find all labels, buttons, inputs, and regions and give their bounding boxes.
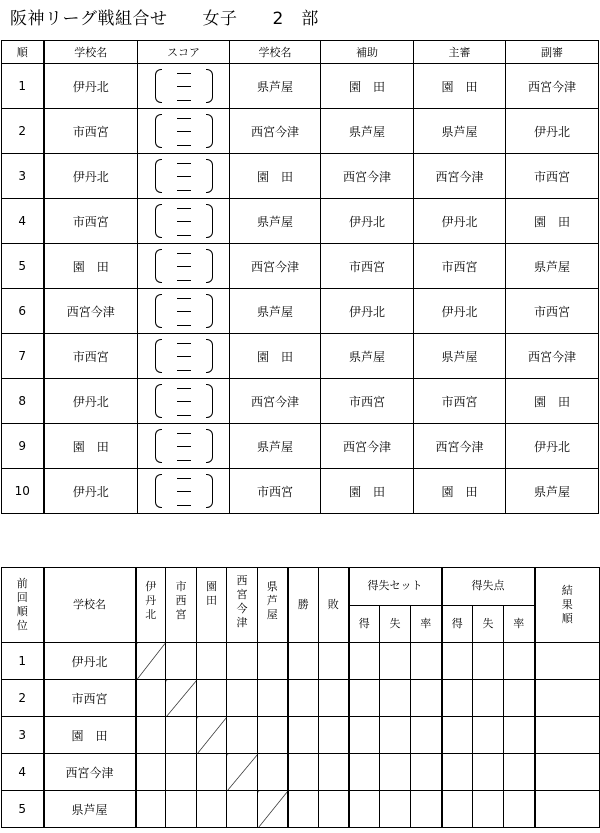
match-result-cell[interactable] (258, 754, 288, 791)
header-sets: 得失セット (349, 568, 442, 606)
school-a: 伊丹北 (44, 154, 138, 199)
score-cell[interactable] (138, 199, 230, 244)
assist: 市西宮 (321, 379, 414, 424)
assist: 西宮今津 (321, 424, 414, 469)
prev-rank: 2 (2, 680, 44, 717)
match-result-cell[interactable] (136, 680, 166, 717)
school-b: 西宮今津 (230, 109, 321, 154)
sub-referee: 園 田 (506, 379, 599, 424)
match-row (2, 334, 599, 379)
header-sets-won: 得 (349, 605, 380, 643)
score-bracket (155, 247, 213, 285)
match-order: 6 (2, 289, 44, 334)
school-a: 伊丹北 (44, 379, 138, 424)
losses-cell[interactable] (319, 680, 349, 717)
header-school: 学校名 (44, 568, 136, 643)
school-a: 園 田 (44, 244, 138, 289)
match-row (2, 154, 599, 199)
match-row (2, 109, 599, 154)
match-order: 9 (2, 424, 44, 469)
match-result-cell[interactable] (136, 754, 166, 791)
points-won-cell[interactable] (442, 791, 473, 828)
school-a: 市西宮 (44, 199, 138, 244)
score-cell[interactable] (138, 469, 230, 514)
standings-header-row (2, 568, 600, 606)
match-result-cell[interactable] (166, 791, 197, 828)
standings-table (1, 567, 600, 828)
header-sub-referee: 副審 (506, 41, 599, 64)
sets-ratio-cell[interactable] (411, 791, 442, 828)
score-cell[interactable] (138, 379, 230, 424)
score-bracket (155, 157, 213, 195)
score-cell[interactable] (138, 154, 230, 199)
assist: 園 田 (321, 64, 414, 109)
diagonal-cell (197, 717, 227, 754)
result-rank-cell[interactable] (535, 680, 600, 717)
sub-referee: 市西宮 (506, 289, 599, 334)
match-order: 4 (2, 199, 44, 244)
score-bracket (155, 112, 213, 150)
points-lost-cell[interactable] (473, 791, 504, 828)
referee: 県芦屋 (414, 334, 506, 379)
header-sets-lost: 失 (380, 605, 411, 643)
referee: 伊丹北 (414, 199, 506, 244)
sets-won-cell[interactable] (349, 754, 380, 791)
referee: 県芦屋 (414, 109, 506, 154)
match-row (2, 64, 599, 109)
sets-won-cell[interactable] (349, 717, 380, 754)
match-result-cell[interactable] (197, 643, 227, 680)
score-cell[interactable] (138, 289, 230, 334)
match-order: 7 (2, 334, 44, 379)
header-points: 得失点 (442, 568, 535, 606)
losses-cell[interactable] (319, 791, 349, 828)
school-b: 園 田 (230, 334, 321, 379)
header-order: 順 (2, 41, 44, 64)
school-b: 西宮今津 (230, 244, 321, 289)
header-losses: 敗 (319, 568, 349, 643)
match-order: 5 (2, 244, 44, 289)
school-b: 県芦屋 (230, 424, 321, 469)
wins-cell[interactable] (288, 754, 319, 791)
result-rank-cell[interactable] (535, 754, 600, 791)
sub-referee: 伊丹北 (506, 424, 599, 469)
sets-lost-cell[interactable] (380, 754, 411, 791)
prev-rank: 5 (2, 791, 44, 828)
sets-lost-cell[interactable] (380, 717, 411, 754)
match-result-cell[interactable] (227, 680, 258, 717)
points-won-cell[interactable] (442, 643, 473, 680)
standings-row (2, 754, 600, 791)
header-school-b: 学校名 (230, 41, 321, 64)
losses-cell[interactable] (319, 717, 349, 754)
result-rank-cell[interactable] (535, 643, 600, 680)
score-bracket (155, 202, 213, 240)
header-points-won: 得 (442, 605, 473, 643)
school-a: 市西宮 (44, 334, 138, 379)
school-b: 市西宮 (230, 469, 321, 514)
match-row (2, 424, 599, 469)
match-result-cell[interactable] (166, 643, 197, 680)
standings-row (2, 680, 600, 717)
school-name: 県芦屋 (44, 791, 136, 828)
match-result-cell[interactable] (227, 643, 258, 680)
referee: 伊丹北 (414, 289, 506, 334)
assist: 西宮今津 (321, 154, 414, 199)
points-ratio-cell[interactable] (504, 754, 535, 791)
match-row (2, 289, 599, 334)
header-school-a: 学校名 (44, 41, 138, 64)
match-order: 3 (2, 154, 44, 199)
sets-ratio-cell[interactable] (411, 680, 442, 717)
score-cell[interactable] (138, 64, 230, 109)
assist: 市西宮 (321, 244, 414, 289)
match-schedule-table (1, 40, 599, 514)
diagonal-cell (136, 643, 166, 680)
standings-row (2, 717, 600, 754)
header-team-1: 伊丹北 (145, 580, 157, 621)
sub-referee: 市西宮 (506, 154, 599, 199)
header-sets-ratio: 率 (411, 605, 442, 643)
referee: 園 田 (414, 64, 506, 109)
header-score: スコア (138, 41, 230, 64)
sets-ratio-cell[interactable] (411, 717, 442, 754)
sets-lost-cell[interactable] (380, 643, 411, 680)
school-b: 県芦屋 (230, 199, 321, 244)
standings-row (2, 643, 600, 680)
assist: 伊丹北 (321, 199, 414, 244)
referee: 西宮今津 (414, 424, 506, 469)
referee: 園 田 (414, 469, 506, 514)
sub-referee: 県芦屋 (506, 244, 599, 289)
header-team-5: 県芦屋 (266, 580, 278, 621)
diagonal-cell (227, 754, 258, 791)
match-result-cell[interactable] (227, 791, 258, 828)
header-wins: 勝 (288, 568, 319, 643)
assist: 県芦屋 (321, 334, 414, 379)
referee: 西宮今津 (414, 154, 506, 199)
score-bracket (155, 337, 213, 375)
school-a: 西宮今津 (44, 289, 138, 334)
header-prev-rank: 前回順位 (16, 577, 28, 632)
points-ratio-cell[interactable] (504, 791, 535, 828)
school-b: 西宮今津 (230, 379, 321, 424)
score-cell[interactable] (138, 109, 230, 154)
wins-cell[interactable] (288, 791, 319, 828)
sub-referee: 県芦屋 (506, 469, 599, 514)
points-won-cell[interactable] (442, 680, 473, 717)
school-name: 市西宮 (44, 680, 136, 717)
standings-row (2, 791, 600, 828)
page-title: 阪神リーグ戦組合せ 女子 2 部 (10, 9, 319, 29)
match-row (2, 469, 599, 514)
score-bracket (155, 67, 213, 105)
match-result-cell[interactable] (258, 643, 288, 680)
match-order: 10 (2, 469, 44, 514)
assist: 県芦屋 (321, 109, 414, 154)
school-name: 園 田 (44, 717, 136, 754)
match-result-cell[interactable] (136, 791, 166, 828)
school-a: 園 田 (44, 424, 138, 469)
wins-cell[interactable] (288, 680, 319, 717)
header-result-rank: 結果順 (561, 584, 573, 625)
school-b: 園 田 (230, 154, 321, 199)
prev-rank: 4 (2, 754, 44, 791)
sets-lost-cell[interactable] (380, 791, 411, 828)
points-lost-cell[interactable] (473, 680, 504, 717)
header-assist: 補助 (321, 41, 414, 64)
match-result-cell[interactable] (258, 717, 288, 754)
score-bracket (155, 292, 213, 330)
sets-ratio-cell[interactable] (411, 643, 442, 680)
sets-won-cell[interactable] (349, 643, 380, 680)
sets-lost-cell[interactable] (380, 680, 411, 717)
points-lost-cell[interactable] (473, 717, 504, 754)
points-ratio-cell[interactable] (504, 680, 535, 717)
match-result-cell[interactable] (166, 717, 197, 754)
school-name: 西宮今津 (44, 754, 136, 791)
losses-cell[interactable] (319, 643, 349, 680)
match-row (2, 379, 599, 424)
header-team-3: 園田 (206, 580, 217, 607)
school-a: 伊丹北 (44, 64, 138, 109)
points-won-cell[interactable] (442, 717, 473, 754)
score-bracket (155, 427, 213, 465)
school-name: 伊丹北 (44, 643, 136, 680)
match-result-cell[interactable] (197, 680, 227, 717)
score-bracket (155, 382, 213, 420)
sets-ratio-cell[interactable] (411, 754, 442, 791)
prev-rank: 3 (2, 717, 44, 754)
assist: 園 田 (321, 469, 414, 514)
wins-cell[interactable] (288, 717, 319, 754)
match-row (2, 199, 599, 244)
match-order: 8 (2, 379, 44, 424)
diagonal-cell (258, 791, 288, 828)
match-result-cell[interactable] (227, 717, 258, 754)
sub-referee: 西宮今津 (506, 334, 599, 379)
header-points-ratio: 率 (504, 605, 535, 643)
points-ratio-cell[interactable] (504, 643, 535, 680)
losses-cell[interactable] (319, 754, 349, 791)
points-won-cell[interactable] (442, 754, 473, 791)
result-rank-cell[interactable] (535, 717, 600, 754)
school-b: 県芦屋 (230, 64, 321, 109)
referee: 市西宮 (414, 379, 506, 424)
prev-rank: 1 (2, 643, 44, 680)
result-rank-cell[interactable] (535, 791, 600, 828)
match-result-cell[interactable] (197, 791, 227, 828)
assist: 伊丹北 (321, 289, 414, 334)
school-b: 県芦屋 (230, 289, 321, 334)
sub-referee: 西宮今津 (506, 64, 599, 109)
sets-won-cell[interactable] (349, 791, 380, 828)
score-bracket (155, 472, 213, 510)
points-lost-cell[interactable] (473, 643, 504, 680)
referee: 市西宮 (414, 244, 506, 289)
sub-referee: 伊丹北 (506, 109, 599, 154)
diagonal-cell (166, 680, 197, 717)
score-cell[interactable] (138, 244, 230, 289)
match-result-cell[interactable] (197, 754, 227, 791)
sub-referee: 園 田 (506, 199, 599, 244)
wins-cell[interactable] (288, 643, 319, 680)
schedule-header-row (2, 41, 599, 64)
match-result-cell[interactable] (136, 717, 166, 754)
match-row (2, 244, 599, 289)
match-result-cell[interactable] (166, 754, 197, 791)
score-cell[interactable] (138, 334, 230, 379)
points-ratio-cell[interactable] (504, 717, 535, 754)
match-order: 2 (2, 109, 44, 154)
header-points-lost: 失 (473, 605, 504, 643)
sets-won-cell[interactable] (349, 680, 380, 717)
score-cell[interactable] (138, 424, 230, 469)
match-order: 1 (2, 64, 44, 109)
school-a: 市西宮 (44, 109, 138, 154)
school-a: 伊丹北 (44, 469, 138, 514)
header-team-4: 西宮今津 (236, 574, 248, 629)
header-team-2: 市西宮 (175, 580, 187, 621)
points-lost-cell[interactable] (473, 754, 504, 791)
header-referee: 主審 (414, 41, 506, 64)
match-result-cell[interactable] (258, 680, 288, 717)
